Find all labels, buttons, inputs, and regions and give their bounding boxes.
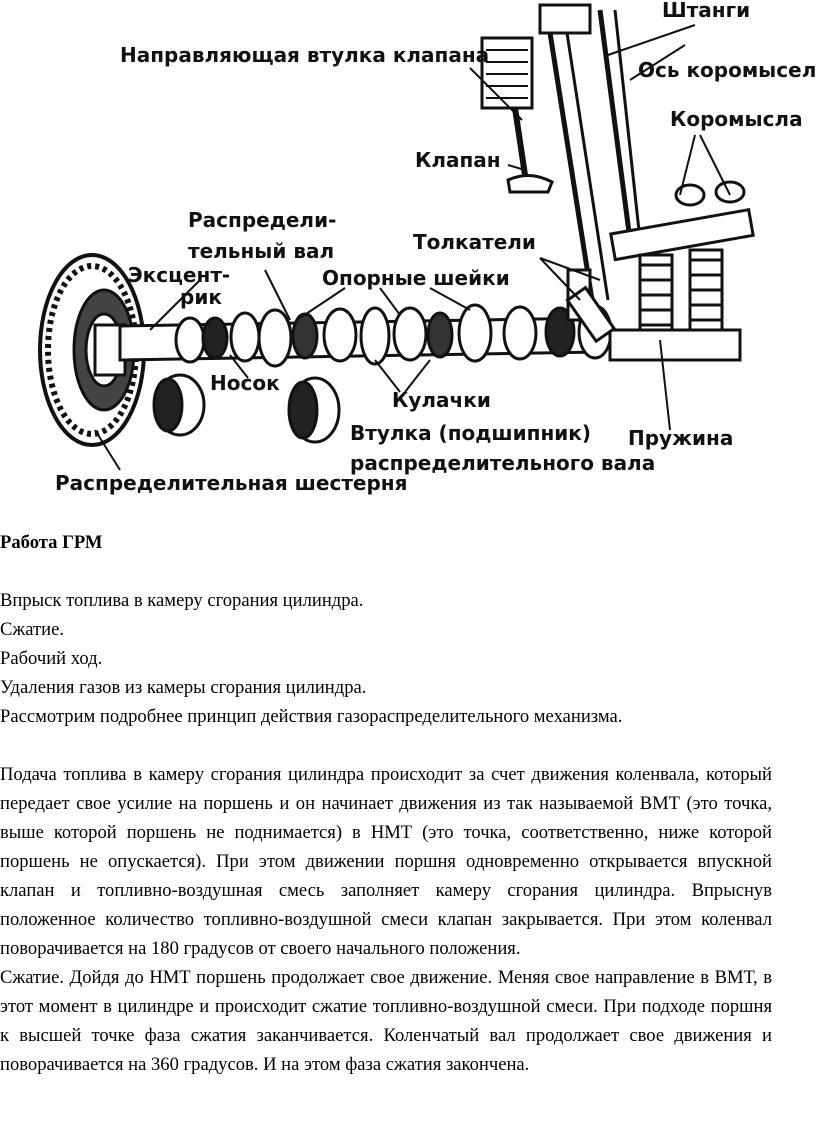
label-spring: Пружина (628, 426, 734, 450)
list-item: Рабочий ход. (0, 648, 103, 669)
paragraph-intake: Подача топлива в камеру сгорания цилиндра происходит за счет движения коленвала, который передает свое усилие на поршень и он начинает движения из так называемой ВМТ (это точка, выше которой поршень не поднимается) в НМТ (это точка, соответственно, ниже которой поршень не опускается). При этом движении поршня одновременно открывается впускной клапан и топливно-воздушная смесь заполняет камеру сгорания цилиндра. Впрыснув положенное количество топливно-воздушной смеси клапан закрывается. При этом коленвал поворачивается на 180 градусов от своего начального положения. (0, 764, 772, 959)
label-journals: Опорные шейки (322, 266, 510, 290)
label-cams: Кулачки (392, 388, 491, 412)
label-camshaft-line1: Распредели- (188, 208, 337, 232)
label-eccentric-line2: рик (180, 285, 222, 309)
label-timing-gear: Распределительная шестерня (55, 471, 408, 495)
camshaft (120, 305, 611, 366)
label-valve-guide: Направляющая втулка клапана (120, 43, 490, 67)
section-heading: Работа ГРМ (0, 532, 103, 553)
diagram-svg (0, 0, 816, 505)
timing-mechanism-diagram (0, 0, 816, 505)
list-item: Сжатие. (0, 619, 64, 640)
label-rockers: Коромысла (670, 107, 803, 131)
document-text (0, 528, 772, 1079)
phase-list (0, 586, 772, 731)
label-tappets: Толкатели (413, 230, 536, 254)
list-item: Удаления газов из камеры сгорания цилиндра. (0, 677, 367, 698)
list-item: Впрыск топлива в камеру сгорания цилиндра. (0, 590, 364, 611)
paragraph-compression: Сжатие. Дойдя до НМТ поршень продолжает свое движение. Меняя свое направление в ВМТ, в этот момент в цилиндре и происходит сжатие топливно-воздушной смеси. При подходе поршня к высшей точке фаза сжатия заканчивается. Коленчатый вал продолжает свое движения и поворачивается на 360 градусов. И на этом фаза сжатия закончена. (0, 967, 772, 1075)
label-bushing-line1: Втулка (подшипник) (350, 421, 592, 445)
list-item: Рассмотрим подробнее принцип действия газораспределительного механизма. (0, 706, 623, 727)
label-pushrods: Штанги (662, 0, 751, 22)
label-valve: Клапан (415, 148, 501, 172)
label-camshaft-line2: тельный вал (188, 239, 335, 263)
label-rocker-axis: Ось коромысел (638, 58, 816, 82)
label-nose: Носок (210, 371, 280, 395)
label-eccentric-line1: Эксцент- (128, 263, 231, 287)
rockers-springs (610, 182, 753, 360)
label-bushing-line2: распределительного вала (350, 451, 656, 475)
